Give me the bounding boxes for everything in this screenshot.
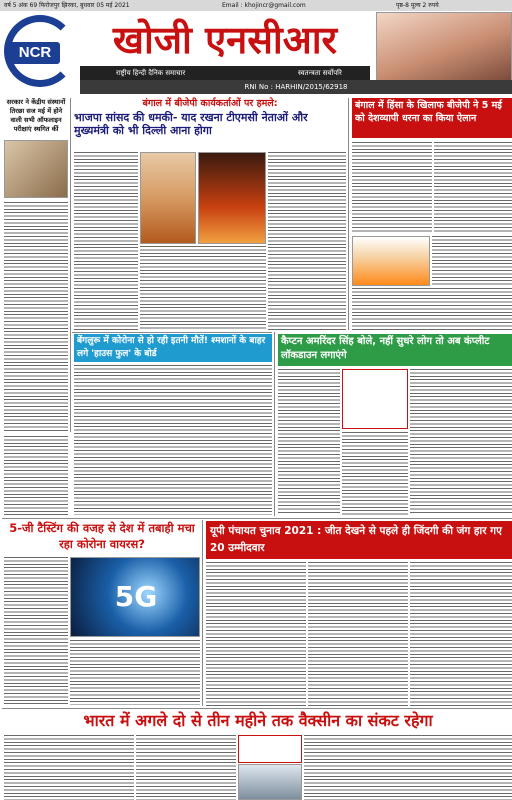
amarinder-col3: [410, 369, 512, 515]
5g-label: 5G: [114, 580, 158, 613]
amarinder-pullquote: [342, 369, 408, 429]
amarinder-col2: [342, 432, 408, 515]
email: Email : khojincr@gmail.com: [222, 2, 306, 9]
up-col1: [206, 562, 306, 706]
bengal-photo-fire: [198, 152, 266, 244]
vaccine-col3: [304, 735, 512, 800]
left-col-text-b: [4, 436, 68, 516]
bengal-col1-text: [74, 152, 138, 330]
vaccine-photo: [238, 764, 302, 800]
violence-text-c: [352, 288, 512, 330]
up-headline: यूपी पंचायत चुनाव 2021 : जीत देखने से पहले ही जिंदगी की जंग हार गए 20 उम्मीदवार: [206, 521, 512, 559]
newspaper-title: खोजी एनसीआर: [112, 17, 338, 62]
up-col2: [308, 562, 408, 706]
up-col3: [410, 562, 512, 706]
bengal-photo-mp: [140, 152, 196, 244]
edition-info: वर्ष 5 अंक 69 फिरोजपुर झिरका, बुधवार 05 मई 2021: [4, 2, 130, 9]
testing-text-a: [4, 557, 68, 705]
rni-number: RNI No : HARHIN/2015/62918: [80, 80, 512, 94]
top-bar: [0, 0, 512, 11]
masthead-photo: [376, 12, 512, 82]
testing-photo: [70, 557, 200, 637]
tagline: राष्ट्रीय हिन्दी दैनिक समाचार: [116, 69, 186, 77]
vaccine-box: [238, 735, 302, 763]
motto: स्वतन्त्रता सर्वोपरि: [298, 69, 342, 77]
bengal-col3-text: [268, 152, 346, 330]
left-col-headline: सरकार ने केंद्रीय संस्थानों तिरछा सज मई में होने वाली सभी ऑफलाइन परीक्षाएं स्थगित कीं: [6, 98, 66, 133]
bengal-kicker: बंगाल में बीजेपी कार्यकर्ताओं पर हमले:: [142, 98, 278, 109]
violence-text-a: [352, 142, 432, 234]
violence-text-b: [434, 142, 512, 234]
bengal-headline: भाजपा सांसद की धमकी- याद रखना टीएमसी नेताओं और मुख्यमंत्री को भी दिल्ली आना होगा: [74, 111, 308, 137]
left-col-photo: [4, 140, 68, 198]
amarinder-headline: कैप्टन अमरिंदर सिंह बोले, नहीं सुधरे लोग तो अब कंप्लीट लॉकडाउन लगाएंगे: [278, 334, 512, 366]
bengal-col2-text: [140, 246, 266, 330]
left-col-text: [4, 202, 68, 432]
covid-headline: बेंगलुरू में कोरोना से हो रही इतनी मौतें! श्मशानों के बाहर लगे 'हाउस फुल' के बोर्ड: [74, 334, 272, 362]
masthead-subline: [80, 66, 370, 80]
violence-photo: [352, 236, 430, 286]
amarinder-col1: [278, 369, 340, 515]
price: पृष्ठ-8 मूल्य 2 रुपये: [396, 2, 439, 9]
violence-caption: [432, 236, 512, 286]
testing-text-b: [70, 640, 200, 705]
testing-headline: 5-जी टैस्टिंग की वजह से देश में तबाही मचा रहा कोरोना वायरस?: [9, 521, 195, 551]
vaccine-col2: [136, 735, 236, 800]
vaccine-headline: भारत में अगले दो से तीन महीने तक वैक्सीन का संकट रहेगा: [83, 711, 433, 730]
vaccine-col1: [4, 735, 134, 800]
violence-headline: बंगाल में हिंसा के खिलाफ बीजेपी ने 5 मई को देशव्यापी धरना का किया ऐलान: [352, 98, 512, 138]
covid-text: [74, 365, 272, 515]
logo: NCR: [10, 42, 60, 64]
